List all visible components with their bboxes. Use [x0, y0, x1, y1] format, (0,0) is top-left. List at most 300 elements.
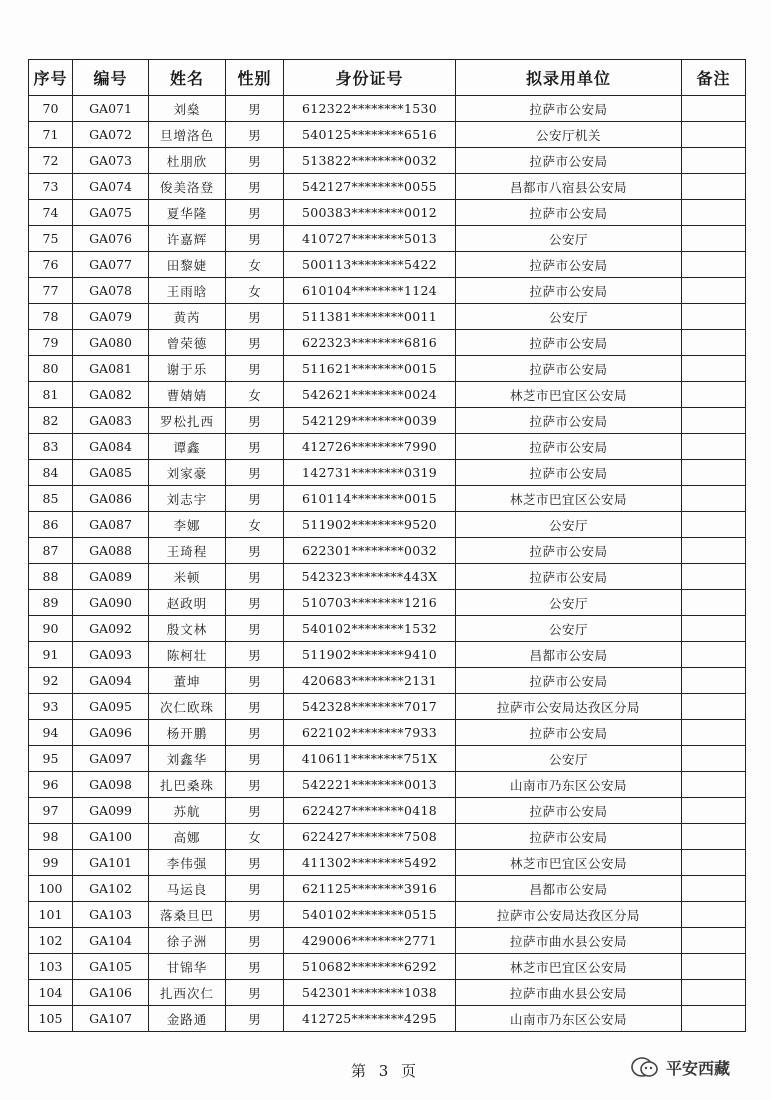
cell-seq: 101: [29, 902, 73, 928]
table-row: [29, 850, 746, 876]
cell-remarks: [682, 928, 746, 954]
cell-seq: 97: [29, 798, 73, 824]
cell-sex: 男: [226, 616, 284, 642]
cell-sex: 男: [226, 538, 284, 564]
cell-sex: 男: [226, 850, 284, 876]
cell-remarks: [682, 798, 746, 824]
cell-code: GA083: [73, 408, 149, 434]
cell-name: 扎西次仁: [149, 980, 226, 1006]
cell-remarks: [682, 200, 746, 226]
cell-remarks: [682, 876, 746, 902]
cell-seq: 82: [29, 408, 73, 434]
cell-seq: 71: [29, 122, 73, 148]
cell-id-number: 621125********3916: [284, 876, 456, 902]
cell-sex: 男: [226, 720, 284, 746]
cell-id-number: 542221********0013: [284, 772, 456, 798]
table-row: [29, 96, 746, 122]
table-row: [29, 1006, 746, 1032]
cell-id-number: 500113********5422: [284, 252, 456, 278]
cell-sex: 男: [226, 876, 284, 902]
table-row: [29, 538, 746, 564]
watermark-text: 平安西藏: [666, 1058, 731, 1078]
table-row: [29, 902, 746, 928]
cell-id-number: 510682********6292: [284, 954, 456, 980]
cell-seq: 102: [29, 928, 73, 954]
cell-sex: 男: [226, 928, 284, 954]
cell-unit: 公安厅: [456, 746, 682, 772]
personnel-table: [28, 59, 746, 1032]
cell-name: 赵政明: [149, 590, 226, 616]
cell-seq: 73: [29, 174, 73, 200]
cell-remarks: [682, 538, 746, 564]
cell-sex: 男: [226, 174, 284, 200]
cell-sex: 男: [226, 980, 284, 1006]
cell-remarks: [682, 746, 746, 772]
cell-id-number: 511621********0015: [284, 356, 456, 382]
cell-name: 刘志宇: [149, 486, 226, 512]
cell-remarks: [682, 434, 746, 460]
cell-code: GA076: [73, 226, 149, 252]
cell-remarks: [682, 720, 746, 746]
cell-sex: 男: [226, 694, 284, 720]
cell-unit: 拉萨市公安局: [456, 824, 682, 850]
cell-code: GA082: [73, 382, 149, 408]
cell-seq: 76: [29, 252, 73, 278]
cell-id-number: 622301********0032: [284, 538, 456, 564]
cell-sex: 男: [226, 590, 284, 616]
cell-code: GA084: [73, 434, 149, 460]
cell-name: 王琦程: [149, 538, 226, 564]
cell-code: GA096: [73, 720, 149, 746]
cell-remarks: [682, 356, 746, 382]
cell-code: GA087: [73, 512, 149, 538]
cell-seq: 72: [29, 148, 73, 174]
cell-sex: 男: [226, 408, 284, 434]
cell-id-number: 542328********7017: [284, 694, 456, 720]
cell-name: 金路通: [149, 1006, 226, 1032]
cell-name: 殷文林: [149, 616, 226, 642]
cell-code: GA101: [73, 850, 149, 876]
cell-sex: 男: [226, 1006, 284, 1032]
header-unit: 拟录用单位: [456, 60, 682, 96]
cell-id-number: 540102********1532: [284, 616, 456, 642]
cell-remarks: [682, 174, 746, 200]
cell-code: GA098: [73, 772, 149, 798]
cell-code: GA085: [73, 460, 149, 486]
cell-unit: 昌都市八宿县公安局: [456, 174, 682, 200]
cell-code: GA102: [73, 876, 149, 902]
cell-code: GA077: [73, 252, 149, 278]
cell-sex: 男: [226, 460, 284, 486]
header-sex: 性别: [226, 60, 284, 96]
cell-name: 李娜: [149, 512, 226, 538]
cell-seq: 79: [29, 330, 73, 356]
cell-code: GA093: [73, 642, 149, 668]
cell-id-number: 429006********2771: [284, 928, 456, 954]
cell-unit: 昌都市公安局: [456, 876, 682, 902]
table-row: [29, 408, 746, 434]
cell-unit: 山南市乃东区公安局: [456, 1006, 682, 1032]
cell-id-number: 622427********0418: [284, 798, 456, 824]
header-seq: 序号: [29, 60, 73, 96]
cell-id-number: 410727********5013: [284, 226, 456, 252]
header-id-number: 身份证号: [284, 60, 456, 96]
table-row: [29, 148, 746, 174]
table-row: [29, 356, 746, 382]
cell-name: 曾荣德: [149, 330, 226, 356]
cell-id-number: 542323********443X: [284, 564, 456, 590]
cell-unit: 拉萨市曲水县公安局: [456, 980, 682, 1006]
cell-remarks: [682, 980, 746, 1006]
cell-code: GA099: [73, 798, 149, 824]
cell-remarks: [682, 642, 746, 668]
cell-seq: 100: [29, 876, 73, 902]
cell-name: 徐子洲: [149, 928, 226, 954]
cell-seq: 103: [29, 954, 73, 980]
cell-code: GA106: [73, 980, 149, 1006]
cell-seq: 85: [29, 486, 73, 512]
cell-seq: 91: [29, 642, 73, 668]
cell-code: GA073: [73, 148, 149, 174]
cell-seq: 92: [29, 668, 73, 694]
cell-sex: 男: [226, 668, 284, 694]
cell-code: GA081: [73, 356, 149, 382]
table-row: [29, 252, 746, 278]
cell-name: 扎巴桑珠: [149, 772, 226, 798]
cell-remarks: [682, 850, 746, 876]
cell-code: GA080: [73, 330, 149, 356]
table-row: [29, 304, 746, 330]
cell-remarks: [682, 772, 746, 798]
cell-sex: 男: [226, 746, 284, 772]
cell-sex: 男: [226, 954, 284, 980]
table-row: [29, 382, 746, 408]
table-row: [29, 694, 746, 720]
cell-unit: 拉萨市曲水县公安局: [456, 928, 682, 954]
cell-name: 黄芮: [149, 304, 226, 330]
cell-name: 李伟强: [149, 850, 226, 876]
cell-seq: 84: [29, 460, 73, 486]
cell-sex: 男: [226, 122, 284, 148]
cell-unit: 林芝市巴宜区公安局: [456, 382, 682, 408]
cell-code: GA104: [73, 928, 149, 954]
table-row: [29, 798, 746, 824]
cell-name: 俊美洛登: [149, 174, 226, 200]
table-row: [29, 122, 746, 148]
cell-sex: 男: [226, 148, 284, 174]
cell-name: 高娜: [149, 824, 226, 850]
cell-seq: 98: [29, 824, 73, 850]
cell-unit: 拉萨市公安局: [456, 148, 682, 174]
cell-name: 陈柯壮: [149, 642, 226, 668]
cell-remarks: [682, 278, 746, 304]
cell-sex: 男: [226, 434, 284, 460]
table-row: [29, 772, 746, 798]
cell-code: GA095: [73, 694, 149, 720]
cell-seq: 78: [29, 304, 73, 330]
cell-id-number: 412725********4295: [284, 1006, 456, 1032]
cell-remarks: [682, 408, 746, 434]
cell-name: 董坤: [149, 668, 226, 694]
cell-remarks: [682, 590, 746, 616]
cell-unit: 山南市乃东区公安局: [456, 772, 682, 798]
table-row: [29, 564, 746, 590]
cell-sex: 男: [226, 356, 284, 382]
cell-name: 次仁欧珠: [149, 694, 226, 720]
cell-code: GA100: [73, 824, 149, 850]
cell-sex: 男: [226, 330, 284, 356]
cell-unit: 公安厅: [456, 616, 682, 642]
cell-unit: 拉萨市公安局: [456, 252, 682, 278]
cell-sex: 男: [226, 772, 284, 798]
table-row: [29, 668, 746, 694]
cell-sex: 男: [226, 226, 284, 252]
cell-code: GA092: [73, 616, 149, 642]
cell-remarks: [682, 824, 746, 850]
cell-remarks: [682, 96, 746, 122]
table-row: [29, 954, 746, 980]
cell-name: 落桑旦巴: [149, 902, 226, 928]
cell-name: 旦增洛色: [149, 122, 226, 148]
cell-unit: 林芝市巴宜区公安局: [456, 954, 682, 980]
table-row: [29, 174, 746, 200]
cell-id-number: 610104********1124: [284, 278, 456, 304]
cell-id-number: 420683********2131: [284, 668, 456, 694]
table-row: [29, 616, 746, 642]
cell-unit: 林芝市巴宜区公安局: [456, 486, 682, 512]
cell-remarks: [682, 954, 746, 980]
cell-remarks: [682, 382, 746, 408]
cell-unit: 拉萨市公安局: [456, 408, 682, 434]
watermark: [630, 1054, 730, 1080]
cell-unit: 公安厅: [456, 226, 682, 252]
cell-name: 罗松扎西: [149, 408, 226, 434]
cell-remarks: [682, 122, 746, 148]
table-row: [29, 486, 746, 512]
cell-seq: 70: [29, 96, 73, 122]
cell-sex: 女: [226, 382, 284, 408]
cell-unit: 拉萨市公安局达孜区分局: [456, 694, 682, 720]
cell-seq: 104: [29, 980, 73, 1006]
cell-id-number: 410611********751X: [284, 746, 456, 772]
cell-unit: 公安厅: [456, 304, 682, 330]
cell-sex: 女: [226, 252, 284, 278]
cell-remarks: [682, 616, 746, 642]
cell-remarks: [682, 226, 746, 252]
cell-code: GA086: [73, 486, 149, 512]
table-row: [29, 460, 746, 486]
cell-remarks: [682, 512, 746, 538]
table-row: [29, 824, 746, 850]
cell-name: 甘锦华: [149, 954, 226, 980]
table-row: [29, 226, 746, 252]
cell-sex: 男: [226, 486, 284, 512]
cell-id-number: 511902********9520: [284, 512, 456, 538]
cell-name: 谢于乐: [149, 356, 226, 382]
cell-code: GA079: [73, 304, 149, 330]
table-header-row: [29, 60, 746, 96]
cell-sex: 男: [226, 902, 284, 928]
cell-code: GA089: [73, 564, 149, 590]
cell-unit: 公安厅: [456, 590, 682, 616]
cell-seq: 87: [29, 538, 73, 564]
table-row: [29, 434, 746, 460]
cell-name: 夏华隆: [149, 200, 226, 226]
cell-remarks: [682, 902, 746, 928]
cell-seq: 99: [29, 850, 73, 876]
table-row: [29, 720, 746, 746]
cell-seq: 88: [29, 564, 73, 590]
cell-unit: 拉萨市公安局: [456, 278, 682, 304]
cell-name: 杨开鹏: [149, 720, 226, 746]
cell-unit: 拉萨市公安局: [456, 798, 682, 824]
cell-id-number: 622323********6816: [284, 330, 456, 356]
table-row: [29, 980, 746, 1006]
cell-code: GA094: [73, 668, 149, 694]
cell-unit: 昌都市公安局: [456, 642, 682, 668]
cell-seq: 83: [29, 434, 73, 460]
cell-seq: 74: [29, 200, 73, 226]
table-row: [29, 746, 746, 772]
cell-id-number: 513822********0032: [284, 148, 456, 174]
cell-name: 谭鑫: [149, 434, 226, 460]
cell-remarks: [682, 1006, 746, 1032]
cell-unit: 拉萨市公安局: [456, 356, 682, 382]
cell-sex: 女: [226, 512, 284, 538]
cell-id-number: 511902********9410: [284, 642, 456, 668]
table-body: [29, 96, 746, 1032]
cell-remarks: [682, 252, 746, 278]
cell-id-number: 542127********0055: [284, 174, 456, 200]
cell-seq: 75: [29, 226, 73, 252]
cell-remarks: [682, 668, 746, 694]
cell-code: GA078: [73, 278, 149, 304]
cell-seq: 105: [29, 1006, 73, 1032]
cell-unit: 拉萨市公安局: [456, 720, 682, 746]
cell-sex: 男: [226, 642, 284, 668]
cell-seq: 89: [29, 590, 73, 616]
cell-unit: 拉萨市公安局: [456, 200, 682, 226]
cell-seq: 93: [29, 694, 73, 720]
cell-sex: 男: [226, 798, 284, 824]
cell-id-number: 612322********1530: [284, 96, 456, 122]
cell-unit: 拉萨市公安局: [456, 564, 682, 590]
wechat-official-account-icon: [630, 1054, 660, 1080]
cell-code: GA097: [73, 746, 149, 772]
cell-name: 刘鑫华: [149, 746, 226, 772]
table-row: [29, 928, 746, 954]
cell-name: 田黎婕: [149, 252, 226, 278]
cell-unit: 公安厅: [456, 512, 682, 538]
cell-id-number: 542129********0039: [284, 408, 456, 434]
table-row: [29, 200, 746, 226]
cell-unit: 林芝市巴宜区公安局: [456, 850, 682, 876]
cell-code: GA075: [73, 200, 149, 226]
table-row: [29, 278, 746, 304]
cell-unit: 拉萨市公安局: [456, 330, 682, 356]
cell-remarks: [682, 694, 746, 720]
cell-code: GA072: [73, 122, 149, 148]
cell-sex: 女: [226, 278, 284, 304]
cell-code: GA103: [73, 902, 149, 928]
cell-id-number: 610114********0015: [284, 486, 456, 512]
cell-name: 杜朋欣: [149, 148, 226, 174]
cell-remarks: [682, 148, 746, 174]
cell-id-number: 511381********0011: [284, 304, 456, 330]
header-name: 姓名: [149, 60, 226, 96]
cell-seq: 86: [29, 512, 73, 538]
cell-name: 苏航: [149, 798, 226, 824]
cell-sex: 女: [226, 824, 284, 850]
cell-seq: 96: [29, 772, 73, 798]
cell-code: GA088: [73, 538, 149, 564]
cell-code: GA107: [73, 1006, 149, 1032]
cell-seq: 94: [29, 720, 73, 746]
page-number: 第 3 页: [350, 1062, 421, 1080]
header-code: 编号: [73, 60, 149, 96]
cell-sex: 男: [226, 200, 284, 226]
cell-unit: 拉萨市公安局: [456, 460, 682, 486]
cell-remarks: [682, 486, 746, 512]
cell-id-number: 542621********0024: [284, 382, 456, 408]
table-row: [29, 876, 746, 902]
cell-name: 刘燊: [149, 96, 226, 122]
cell-id-number: 542301********1038: [284, 980, 456, 1006]
cell-code: GA105: [73, 954, 149, 980]
cell-unit: 拉萨市公安局: [456, 96, 682, 122]
cell-unit: 拉萨市公安局: [456, 434, 682, 460]
cell-name: 马运良: [149, 876, 226, 902]
cell-seq: 95: [29, 746, 73, 772]
cell-seq: 81: [29, 382, 73, 408]
cell-name: 米顿: [149, 564, 226, 590]
cell-unit: 公安厅机关: [456, 122, 682, 148]
cell-id-number: 540102********0515: [284, 902, 456, 928]
cell-seq: 77: [29, 278, 73, 304]
cell-id-number: 142731********0319: [284, 460, 456, 486]
cell-remarks: [682, 330, 746, 356]
cell-seq: 90: [29, 616, 73, 642]
table-row: [29, 590, 746, 616]
cell-id-number: 622102********7933: [284, 720, 456, 746]
cell-sex: 男: [226, 96, 284, 122]
cell-unit: 拉萨市公安局达孜区分局: [456, 902, 682, 928]
cell-name: 曹婧婧: [149, 382, 226, 408]
cell-code: GA071: [73, 96, 149, 122]
cell-sex: 男: [226, 564, 284, 590]
cell-name: 王雨晗: [149, 278, 226, 304]
cell-id-number: 622427********7508: [284, 824, 456, 850]
cell-sex: 男: [226, 304, 284, 330]
header-remarks: 备注: [682, 60, 746, 96]
cell-id-number: 510703********1216: [284, 590, 456, 616]
cell-code: GA074: [73, 174, 149, 200]
cell-remarks: [682, 460, 746, 486]
cell-remarks: [682, 564, 746, 590]
cell-remarks: [682, 304, 746, 330]
cell-name: 刘家豪: [149, 460, 226, 486]
cell-unit: 拉萨市公安局: [456, 538, 682, 564]
table-row: [29, 512, 746, 538]
cell-id-number: 540125********6516: [284, 122, 456, 148]
cell-id-number: 412726********7990: [284, 434, 456, 460]
cell-code: GA090: [73, 590, 149, 616]
cell-id-number: 500383********0012: [284, 200, 456, 226]
cell-id-number: 411302********5492: [284, 850, 456, 876]
cell-unit: 拉萨市公安局: [456, 668, 682, 694]
table-row: [29, 642, 746, 668]
cell-seq: 80: [29, 356, 73, 382]
